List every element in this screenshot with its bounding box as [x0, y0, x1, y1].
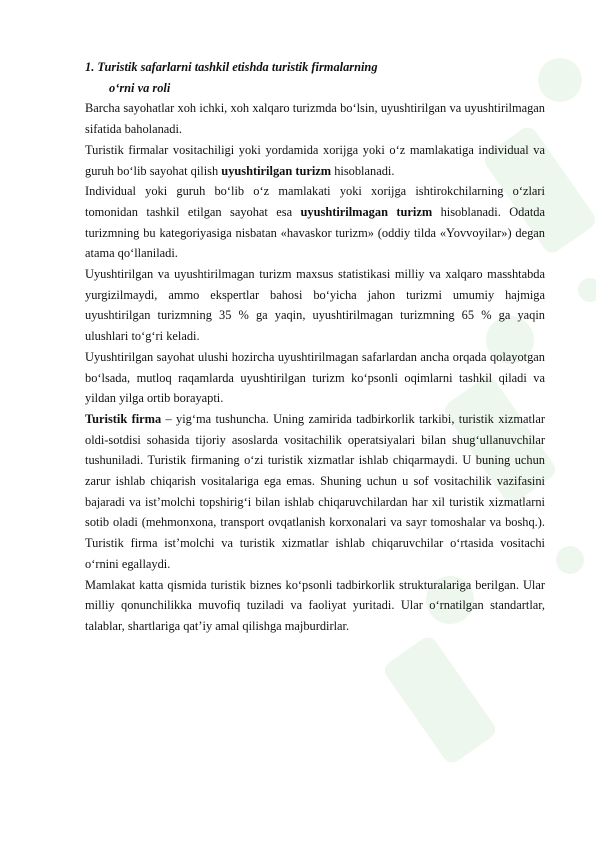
paragraph-5-text: Uyushtirilgan sayohat ulushi hozircha uyushtirilmagan safarlardan ancha orqada qolayotgan bo‘lsada, mutloq raqamlarda uyushtirilgan turizm ko‘psonli oqimlarni tashkil qiladi va yildan yilga ortib borayapti.	[85, 349, 545, 406]
paragraph-4-text: Uyushtirilgan va uyushtirilmagan turizm maxsus statistikasi milliy va xalqaro masshtabda yurgizilmaydi, ammo ekspertlar bahosi bo‘yicha jahon turizmi umumiy hajmiga uyushtirilgan turizmning 35 % ga yaqin, uyushtirilmagan turizmning 65 % ga yaqin ulushlari to‘g‘ri keladi.	[85, 267, 545, 344]
term-unorganized-tourism: uyushtirilmagan turizm	[300, 204, 433, 219]
paragraph-1	[85, 98, 545, 139]
paragraph-2-tail: hisoblanadi.	[331, 163, 395, 178]
paragraph-7-text: Mamlakat katta qismida turistik biznes ko‘psonli tadbirkorlik strukturalariga berilgan. Ular milliy qonunchilikka muvofiq tuziladi va faoliyat yuritadi. Ular o‘rnatilgan standartlar, talablar, shartlariga qat’iy amal qilishga majburdirlar.	[85, 577, 545, 633]
term-organized-tourism: uyushtirilgan turizm	[221, 163, 332, 178]
document-body	[85, 57, 545, 637]
paragraph-7	[85, 575, 545, 637]
paragraph-5	[85, 347, 545, 409]
paragraph-3	[85, 181, 545, 264]
paragraph-3-text: Individual yoki guruh bo‘lib o‘z mamlakati yoki xorijga ishtirokchilarning o‘zlari tomonidan tashkil etilgan sayohat esa	[85, 184, 545, 219]
paragraph-6-text: – yig‘ma tushuncha. Uning zamirida tadbirkorlik tarkibi, turistik xizmatlar oldi-sotdisi sohasida tijoriy asoslarda vositachilik operatsiyalari bilan shug‘ullanuvchilar tushuniladi. Turistik firmaning o‘zi turistik xizmatlar ishlab chiqarmaydi. U buning uchun zarur ishlab chiqarish vositalariga ega emas. Shuning uchun u sof vositachilik vazifasini bajaradi va ist’molchi topshirig‘i bilan ishlab chiqaruvchilardan har xil turistik xizmatlarni sotib oladi (mehmonxona, transport ovqatlanish korxonalari va sayr tomoshalar va boshq.). Turistik firma ist’molchi va turistik xizmatlar ishlab chiqaruvchilar o‘rtasida vositachi o‘rnini egallaydi.	[85, 411, 545, 571]
paragraph-2	[85, 140, 545, 181]
paragraph-2-text: Turistik firmalar vositachiligi yoki yordamida xorijga yoki o‘z mamlakatiga individual va guruh bo‘lib sayohat qilish	[85, 142, 545, 178]
section-heading-line2: o‘rni va roli	[109, 80, 171, 95]
section-heading-line1: 1. Turistik safarlarni tashkil etishda turistik firmalarning	[85, 60, 378, 74]
paragraph-4	[85, 264, 545, 347]
paragraph-1-text: Barcha sayohatlar xoh ichki, xoh xalqaro turizmda bo‘lsin, uyushtirilgan va uyushtirilmagan sifatida baholanadi.	[85, 101, 545, 137]
paragraph-6	[85, 409, 545, 575]
term-tourist-firm: Turistik firma	[85, 411, 162, 426]
paragraph-3-tail: hisoblanadi. Odatda turizmning bu kategoriyasiga nisbatan «havaskor turizm» (oddiy tilda «Yovvoyilar») degan atama qo‘llaniladi.	[85, 204, 545, 261]
